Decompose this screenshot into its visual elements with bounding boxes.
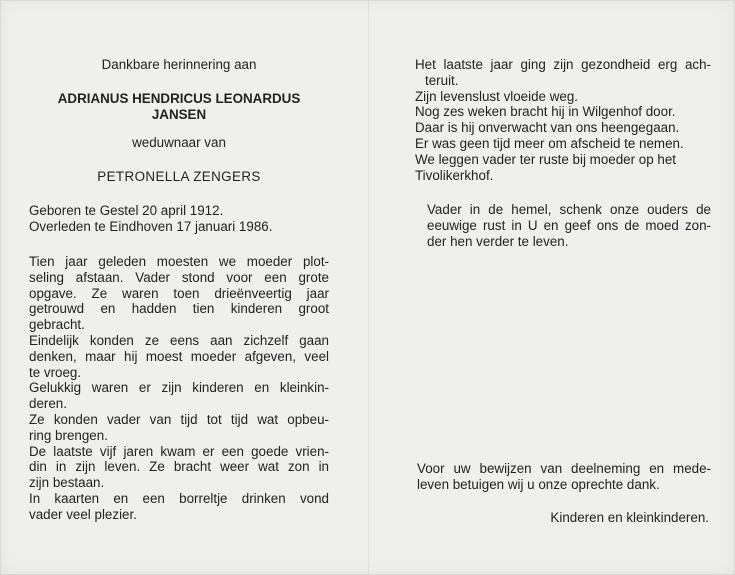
prayer-line: Vader in de hemel, schenk onze ouders de	[427, 202, 711, 217]
story-line: Ze konden vader van tijd tot tijd wat opbeu-	[29, 411, 329, 427]
prayer-line: der hen verder te leven.	[427, 233, 569, 249]
left-page	[29, 1, 329, 574]
story-line: Gelukkig waren er zijn kinderen en kleinkin-	[29, 380, 329, 396]
story-line: te vroeg.	[29, 364, 82, 380]
card-fold	[368, 1, 369, 574]
story-line: In kaarten en een borreltje drinken vond	[29, 490, 329, 506]
story-line: denken, maar hij moest moeder afgeven, veel	[29, 348, 329, 364]
story-line: getrouwd en hadden tien kinderen groot	[29, 301, 329, 317]
thanks-line: Voor uw bewijzen van deelneming en mede-	[417, 461, 711, 476]
story-line: Er was geen tijd meer om afscheid te nemen.	[415, 135, 684, 151]
relation-text: weduwnaar van	[132, 135, 226, 150]
right-story-paragraph	[415, 57, 711, 183]
story-line: Tivolikerkhof.	[415, 167, 494, 183]
right-page	[415, 1, 711, 574]
story-line: Nog zes weken bracht hij in Wilgenhof door.	[415, 104, 676, 120]
prayer-line: eeuwige rust in U en geef ons de moed zon-	[427, 217, 711, 233]
birth-info: Geboren te Gestel 20 april 1912.	[29, 203, 224, 218]
story-line: vader veel plezier.	[29, 506, 137, 522]
story-line: din in zijn leven. Ze bracht weer wat zon in	[29, 459, 329, 475]
story-line: ring brengen.	[29, 427, 108, 443]
story-line: Daar is hij onverwacht van ons heengegaan.	[415, 120, 680, 136]
story-line: De laatste vijf jaren kwam er een goede vrien-	[29, 443, 329, 459]
story-line: zijn bestaan.	[29, 475, 105, 491]
spouse-name: PETRONELLA ZENGERS	[97, 169, 261, 184]
deceased-name-line1: ADRIANUS HENDRICUS LEONARDUS	[57, 91, 301, 106]
story-line: Eindelijk konden ze eens aan zichzelf gaan	[29, 332, 329, 348]
story-line: seling afstaan. Vader stond voor een grote	[29, 269, 329, 285]
story-line: gebracht.	[29, 317, 85, 333]
signature: Kinderen en kleinkinderen.	[550, 510, 709, 525]
left-story-paragraph	[29, 254, 329, 523]
story-line: Het laatste jaar ging zijn gezondheid erg ach-	[415, 57, 711, 72]
story-line: opgave. Ze waren toen drieënveertig jaar	[29, 285, 329, 301]
story-line: deren.	[29, 396, 67, 412]
story-line: Tien jaar geleden moesten we moeder plot-	[29, 254, 329, 269]
story-line: teruit.	[425, 72, 459, 88]
card-heading: Dankbare herinnering aan	[101, 57, 257, 72]
story-line: Zijn levenslust vloeide weg.	[415, 88, 579, 104]
story-line: We leggen vader ter ruste bij moeder op het	[415, 151, 677, 167]
prayer-paragraph	[427, 202, 711, 249]
death-info: Overleden te Eindhoven 17 januari 1986.	[29, 219, 273, 234]
thanks-line: leven betuigen wij u onze oprechte dank.	[417, 476, 660, 492]
thanks-paragraph	[417, 461, 711, 493]
deceased-name-line2: JANSEN	[151, 107, 207, 122]
